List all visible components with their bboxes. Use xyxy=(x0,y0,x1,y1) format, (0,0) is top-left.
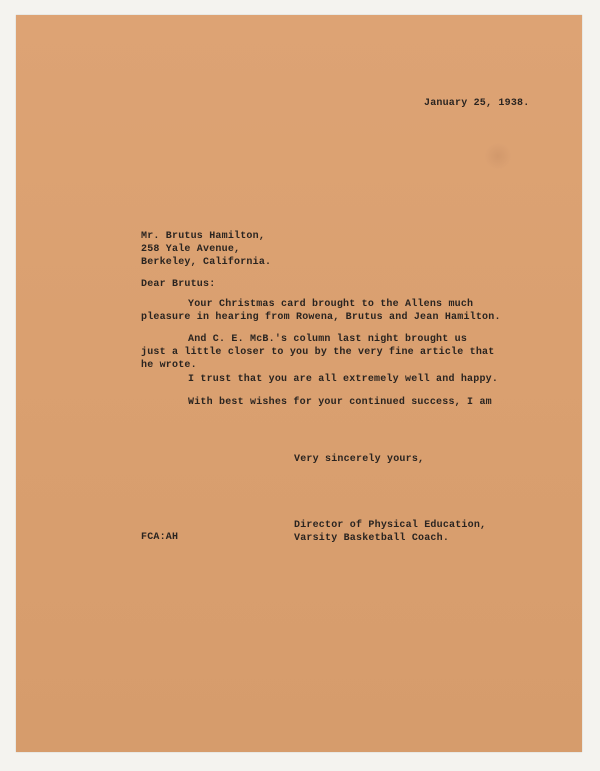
signature-line: Director of Physical Education, xyxy=(294,520,487,531)
letter-page xyxy=(16,15,582,752)
signature-line: Varsity Basketball Coach. xyxy=(294,533,450,544)
letter-date: January 25, 1938. xyxy=(424,98,530,109)
recipient-address xyxy=(141,230,271,269)
reference-initials: FCA:AH xyxy=(141,532,179,543)
paragraph-line: And C. E. McB.'s column last night brought us xyxy=(188,334,468,345)
address-line: Mr. Brutus Hamilton, xyxy=(141,231,266,242)
salutation: Dear Brutus: xyxy=(141,279,216,290)
paragraph-line: I trust that you are all extremely well and happy. xyxy=(188,374,499,385)
paragraph-christmas-card xyxy=(141,298,501,324)
paragraph-well-wishes xyxy=(188,373,498,386)
complimentary-closing: Very sincerely yours, xyxy=(294,454,425,465)
signature-block xyxy=(294,519,486,545)
paragraph-column xyxy=(141,333,494,372)
paragraph-line: just a little closer to you by the very fine article that xyxy=(141,347,495,358)
paragraph-line: he wrote. xyxy=(141,360,197,371)
address-line: Berkeley, California. xyxy=(141,257,272,268)
paragraph-best-wishes xyxy=(188,396,492,409)
paragraph-line: pleasure in hearing from Rowena, Brutus and Jean Hamilton. xyxy=(141,312,501,323)
paragraph-line: Your Christmas card brought to the Allens much xyxy=(188,299,474,310)
address-line: 258 Yale Avenue, xyxy=(141,244,241,255)
paper-stain xyxy=(484,143,512,169)
paragraph-line: With best wishes for your continued success, I am xyxy=(188,397,492,408)
